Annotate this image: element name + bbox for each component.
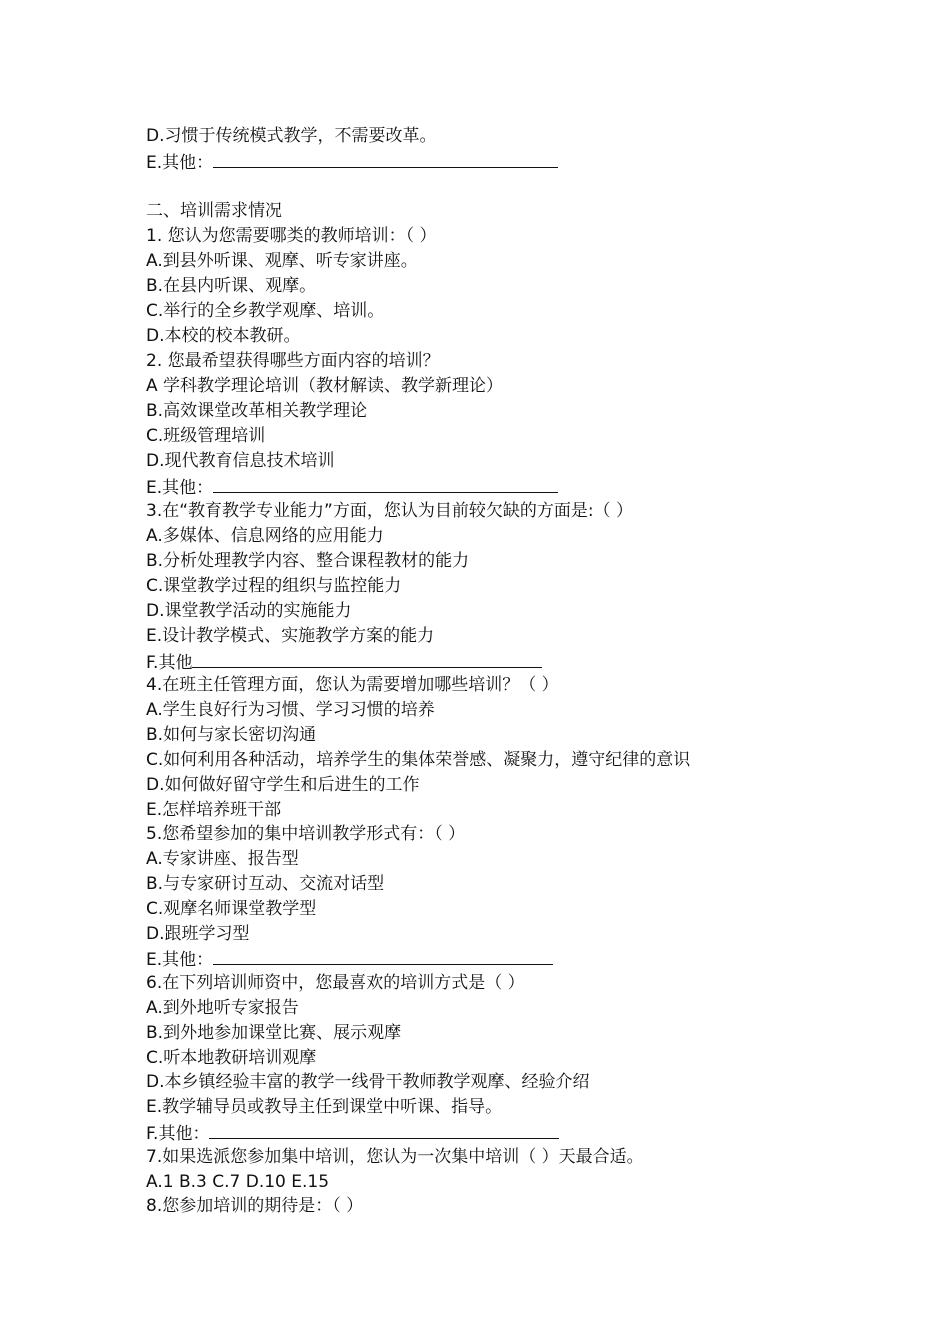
option-line: B.如何与家长密切沟通 [146,725,317,745]
option-line: E.怎样培养班干部 [146,800,282,820]
option-line: A.专家讲座、报告型 [146,849,299,869]
option-line: B.在县内听课、观摩。 [146,276,317,296]
fill-blank [213,474,558,493]
option-line: D.现代教育信息技术培训 [146,451,335,471]
option-line: A.到县外听课、观摩、听专家讲座。 [146,251,418,271]
option-line: D.如何做好留守学生和后进生的工作 [146,775,420,795]
fill-blank [213,946,553,965]
option-line: B.与专家研讨互动、交流对话型 [146,874,385,894]
option-line: D.本乡镇经验丰富的教学一线骨干教师教学观摩、经验介绍 [146,1072,590,1092]
option-line: D.课堂教学活动的实施能力 [146,601,352,621]
question-line: 2. 您最希望获得哪些方面内容的培训？ [146,351,440,371]
question-line: 5.您希望参加的集中培训教学形式有：（ ） [146,824,466,844]
option-line: A.1 B.3 C.7 D.10 E.15 [146,1172,330,1192]
fill-blank [213,149,558,168]
option-line: B.高效课堂改革相关教学理论 [146,401,368,421]
fill-blank [192,649,542,668]
option-line: C.观摩名师课堂教学型 [146,899,317,919]
option-line: A.学生良好行为习惯、学习习惯的培养 [146,700,435,720]
option-line: D.本校的校本教研。 [146,326,301,346]
option-line: E.其他： [146,149,558,173]
fill-blank [209,1120,559,1139]
option-line: C.听本地教研培训观摩 [146,1048,317,1068]
question-line: 1. 您认为您需要哪类的教师培训：（ ） [146,226,437,246]
option-line: E.其他： [146,474,558,498]
option-line: C.课堂教学过程的组织与监控能力 [146,576,402,596]
option-line: F.其他 [146,649,542,673]
option-line: B.分析处理教学内容、整合课程教材的能力 [146,551,470,571]
option-line: B.到外地参加课堂比赛、展示观摩 [146,1023,402,1043]
section-heading: 二、培训需求情况 [146,201,282,221]
option-line: A 学科教学理论培训（教材解读、教学新理论） [146,376,504,396]
option-line: C.举行的全乡教学观摩、培训。 [146,301,385,321]
option-line: C.班级管理培训 [146,426,266,446]
question-line: 4.在班主任管理方面，您认为需要增加哪些培训？（ ） [146,675,559,695]
option-line: E.设计教学模式、实施教学方案的能力 [146,626,435,646]
option-line: A.到外地听专家报告 [146,998,299,1018]
option-line: E.教学辅导员或教导主任到课堂中听课、指导。 [146,1097,503,1117]
option-line: D.跟班学习型 [146,924,250,944]
question-line: 7.如果选派您参加集中培训，您认为一次集中培训（ ）天最合适。 [146,1147,644,1167]
question-line: 8.您参加培训的期待是：（ ） [146,1196,364,1216]
option-line: F.其他： [146,1120,559,1144]
option-line: E.其他： [146,946,553,970]
question-line: 6.在下列培训师资中，您最喜欢的培训方式是（ ） [146,973,525,993]
option-line: A.多媒体、信息网络的应用能力 [146,526,384,546]
question-line: 3.在“教育教学专业能力”方面，您认为目前较欠缺的方面是:（ ） [146,501,633,521]
option-line: D.习惯于传统模式教学，不需要改革。 [146,126,437,146]
option-line: C.如何利用各种活动，培养学生的集体荣誉感、凝聚力，遵守纪律的意识 [146,750,691,770]
